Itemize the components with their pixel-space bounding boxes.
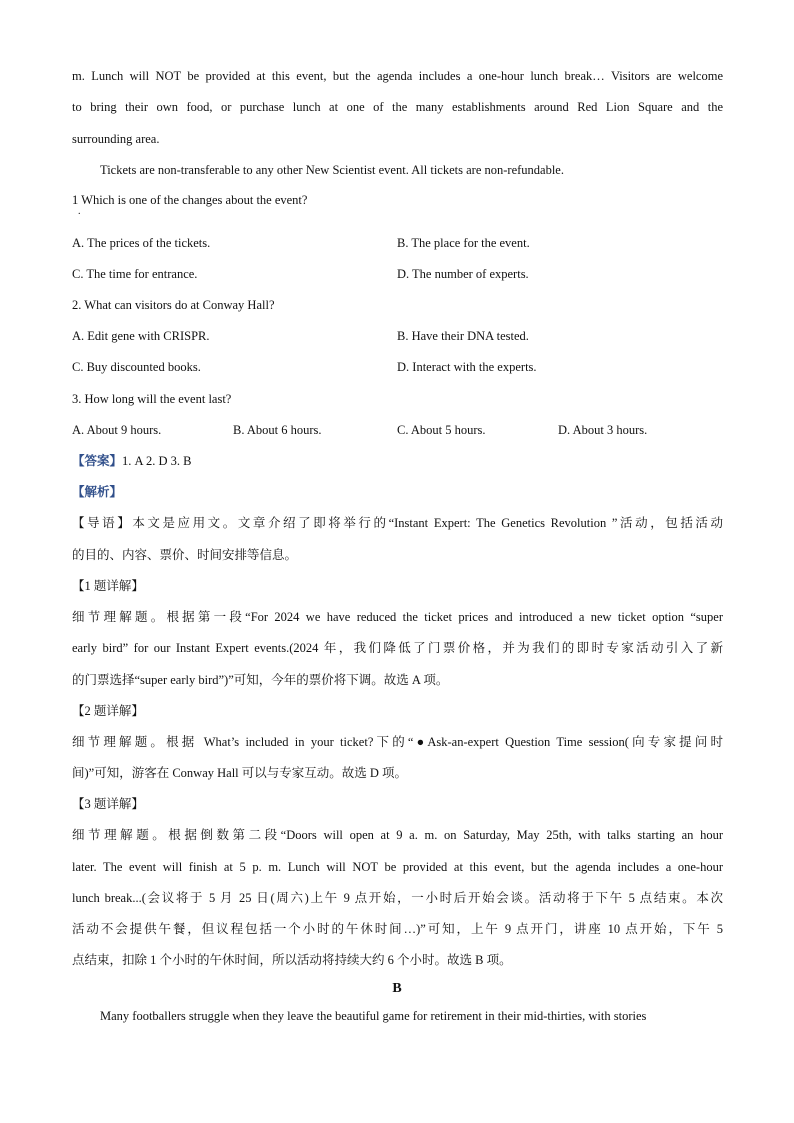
q3-option-d: D. About 3 hours.: [558, 423, 648, 437]
detail-3-line-2: later. The event will finish at 5 p. m. Lunch will NOT be provided at this event, but the agenda includes a one-hour: [72, 860, 723, 874]
q2-option-a: A. Edit gene with CRISPR.: [72, 329, 210, 343]
q1-option-d: D. The number of experts.: [397, 267, 529, 281]
passage-line-2: to bring their own food, or purchase lunch at one of the many establishments around Red Lion Square and the: [72, 100, 723, 114]
detail-3-line-3: lunch break...(会议将于 5 月 25 日(周六)上午 9 点开始，一小时后开始会谈。活动将于下午 5 点结束。本次: [72, 891, 723, 905]
detail-3-line-1: 细节理解题。根据倒数第二段“Doors will open at 9 a. m. on Saturday, May 25th, with talks starting an hour: [72, 828, 723, 842]
q1-option-c: C. The time for entrance.: [72, 267, 198, 281]
detail-1-line-1: 细节理解题。根据第一段“For 2024 we have reduced the ticket prices and introduced a new ticket option “super: [72, 610, 723, 624]
passage-line-1: m. Lunch will NOT be provided at this event, but the agenda includes a one-hour lunch break… Visitors are welcome: [72, 69, 723, 83]
tickets-note: Tickets are non-transferable to any other New Scientist event. All tickets are non-refundable.: [100, 163, 564, 177]
q2-option-c: C. Buy discounted books.: [72, 360, 201, 374]
q3-option-b: B. About 6 hours.: [233, 423, 322, 437]
detail-1-line-3: 的门票选择“super early bird”)”可知，今年的票价将下调。故选 A 项。: [72, 673, 449, 687]
q2-option-d: D. Interact with the experts.: [397, 360, 537, 374]
passage-b-line-1: Many footballers struggle when they leave the beautiful game for retirement in their mid-thirties, with stories: [100, 1009, 647, 1023]
detail-2-line-1: 细节理解题。根据 What’s included in your ticket?下的“●Ask-an-expert Question Time session(向专家提问时: [72, 735, 723, 749]
answer-label: 【答案】: [72, 454, 123, 468]
detail-1-label: 【1 题详解】: [72, 579, 144, 593]
detail-3-label: 【3 题详解】: [72, 797, 144, 811]
q1-option-a: A. The prices of the tickets.: [72, 236, 211, 250]
question-2-stem: 2. What can visitors do at Conway Hall?: [72, 298, 275, 312]
guide-text-1: 本文是应用文。文章介绍了即将举行的“Instant Expert: The Genetics Revolution ”活动，包括活动: [132, 516, 723, 530]
detail-2-line-2: 间)”可知，游客在 Conway Hall 可以与专家互动。故选 D 项。: [72, 766, 408, 780]
q3-option-a: A. About 9 hours.: [72, 423, 162, 437]
answer-line: [72, 453, 191, 469]
guide-line-2: 的目的、内容、票价、时间安排等信息。: [72, 548, 298, 562]
q2-option-b: B. Have their DNA tested.: [397, 329, 529, 343]
detail-3-line-5: 点结束，扣除 1 个小时的午休时间，所以活动将持续大约 6 个小时。故选 B 项。: [72, 953, 512, 967]
stray-mark: .: [78, 206, 81, 217]
detail-1-line-2: early bird” for our Instant Expert events.(2024 年，我们降低了门票价格，并为我们的即时专家活动引入了新: [72, 641, 723, 655]
question-1-stem: 1 Which is one of the changes about the event?: [72, 193, 308, 207]
passage-line-3: surrounding area.: [72, 132, 160, 146]
section-b-heading: B: [392, 981, 402, 996]
analysis-label: 【解析】: [72, 485, 123, 499]
detail-3-line-4: 活动不会提供午餐，但议程包括一个小时的午休时间…)”可知，上午 9 点开门，讲座 10 点开始，下午 5: [72, 922, 723, 936]
question-3-stem: 3. How long will the event last?: [72, 392, 232, 406]
guide-line-1: [72, 515, 723, 531]
q1-option-b: B. The place for the event.: [397, 236, 530, 250]
detail-2-label: 【2 题详解】: [72, 704, 144, 718]
q3-option-c: C. About 5 hours.: [397, 423, 486, 437]
guide-label: 【导语】: [72, 516, 133, 530]
answer-text: 1. A 2. D 3. B: [122, 454, 192, 468]
